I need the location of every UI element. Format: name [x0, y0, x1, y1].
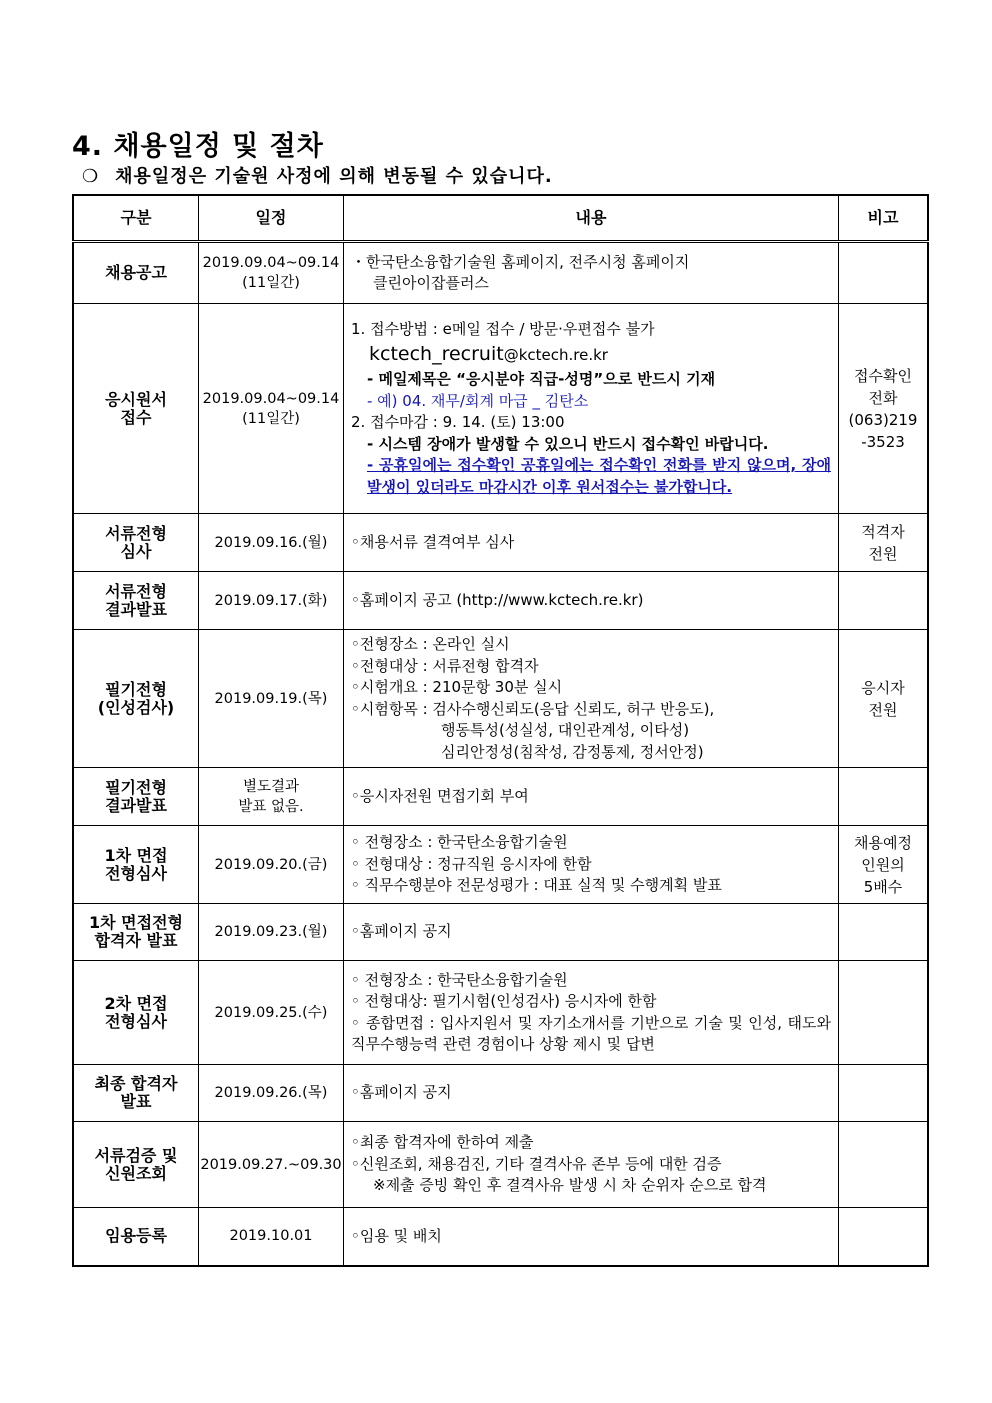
row-note: 채용예정 인원의 5배수: [839, 826, 929, 904]
row-date: 2019.09.27.~09.30: [199, 1122, 344, 1208]
row-content: ◦홈페이지 공고 (http://www.kctech.re.kr): [344, 572, 839, 630]
table-row: [73, 768, 928, 826]
subtitle: [82, 162, 553, 188]
row-category: 1차 면접전형 합격자 발표: [73, 904, 199, 961]
row-date: 2019.09.16.(월): [199, 514, 344, 572]
row-note: [839, 572, 929, 630]
row-content: ◦응시자전원 면접기회 부여: [344, 768, 839, 826]
row-category: 응시원서 접수: [73, 304, 199, 514]
table-row: [73, 630, 928, 768]
table-row: [73, 826, 928, 904]
row-category: 임용등록: [73, 1208, 199, 1266]
table-row: [73, 304, 928, 514]
row-note: [839, 1208, 929, 1266]
row-content: ◦임용 및 배치: [344, 1208, 839, 1266]
row-category: 서류전형 결과발표: [73, 572, 199, 630]
row-date: 2019.09.04~09.14 (11일간): [199, 242, 344, 304]
row-content: ◦ 전형장소 : 한국탄소융합기술원 ◦ 전형대상: 필기시험(인성검사) 응시자에 한함 ◦ 종합면접 : 입사지원서 및 자기소개서를 기반으로 기술 및 인성, 태도와 직무수행능력 관련 경험이나 상황 제시 및 답변: [344, 961, 839, 1065]
row-content: ◦전형장소 : 온라인 실시 ◦전형대상 : 서류전형 합격자 ◦시험개요 : 210문항 30분 실시 ◦시험항목 : 검사수행신뢰도(응답 신뢰도, 허구 반응도), 행동특성(성실성, 대인관계성, 이타성) 심리안정성(침착성, 감정통제, 정서안정): [344, 630, 839, 768]
row-date: 2019.09.26.(목): [199, 1065, 344, 1122]
row-date: 2019.10.01: [199, 1208, 344, 1266]
row-date: 2019.09.23.(월): [199, 904, 344, 961]
row-note: 접수확인 전화 (063)219 -3523: [839, 304, 929, 514]
recruit-email-user: kctech_recruit: [369, 343, 504, 366]
row-content: ◦홈페이지 공지: [344, 904, 839, 961]
row-category: 1차 면접 전형심사: [73, 826, 199, 904]
row-content: ◦최종 합격자에 한하여 제출 ◦신원조회, 채용검진, 기타 결격사유 존부 등에 대한 검증 ※제출 증빙 확인 후 결격사유 발생 시 차 순위자 순으로 합격: [344, 1122, 839, 1208]
row-note: [839, 242, 929, 304]
row-content: 1. 접수방법 : e메일 접수 / 방문·우편접수 불가 kctech_recruit@kctech.re.kr - 메일제목은 “응시분야 직급-성명”으로 반드시 기재 - 예) 04. 재무/회계 마급 _ 김탄소 2. 접수마감 : 9. 14. (토) 13:00 - 시스템 장애가 발생할 수 있으니 반드시 접수확인 바랍니다. - 공휴일에는 접수확인 공휴일에는 접수확인 전화를 받지 않으며, 장애 발생이 있더라도 마감시간 이후 원서접수는 불가합니다.: [344, 304, 839, 514]
row-category: 채용공고: [73, 242, 199, 304]
header-content: 내용: [344, 195, 839, 242]
table-row: [73, 242, 928, 304]
row-date: 2019.09.20.(금): [199, 826, 344, 904]
row-category: 서류전형 심사: [73, 514, 199, 572]
schedule-table: [72, 194, 929, 1267]
header-date: 일정: [199, 195, 344, 242]
table-row: [73, 1208, 928, 1266]
table-row: [73, 904, 928, 961]
row-category: 서류검증 및 신원조회: [73, 1122, 199, 1208]
row-date: 2019.09.17.(화): [199, 572, 344, 630]
table-row: [73, 1122, 928, 1208]
section-title: 4. 채용일정 및 절차: [72, 131, 324, 162]
row-category: 필기전형 결과발표: [73, 768, 199, 826]
row-date: 2019.09.19.(목): [199, 630, 344, 768]
row-note: [839, 1122, 929, 1208]
row-content: ◦채용서류 결격여부 심사: [344, 514, 839, 572]
row-note: [839, 904, 929, 961]
table-header-row: [73, 195, 928, 242]
table-row: [73, 1065, 928, 1122]
row-content: ◦ 전형장소 : 한국탄소융합기술원 ◦ 전형대상 : 정규직원 응시자에 한함 ◦ 직무수행분야 전문성평가 : 대표 실적 및 수행계획 발표: [344, 826, 839, 904]
row-category: 최종 합격자 발표: [73, 1065, 199, 1122]
row-content: ・한국탄소융합기술원 홈페이지, 전주시청 홈페이지 클린아이잡플러스: [344, 242, 839, 304]
row-category: 필기전형 (인성검사): [73, 630, 199, 768]
row-note: 응시자 전원: [839, 630, 929, 768]
row-note: [839, 1065, 929, 1122]
row-note: [839, 768, 929, 826]
table-row: [73, 572, 928, 630]
row-note: 적격자 전원: [839, 514, 929, 572]
table-row: [73, 514, 928, 572]
row-content: ◦홈페이지 공지: [344, 1065, 839, 1122]
recruit-email-domain: @kctech.re.kr: [503, 346, 608, 365]
subtitle-text: 채용일정은 기술원 사정에 의해 변동될 수 있습니다.: [115, 166, 553, 187]
header-note: 비고: [839, 195, 929, 242]
deadline-warning: - 공휴일에는 접수확인 공휴일에는 접수확인 전화를 받지 않으며, 장애 발생이 있더라도 마감시간 이후 원서접수는 불가합니다.: [367, 456, 831, 496]
row-category: 2차 면접 전형심사: [73, 961, 199, 1065]
row-date: 별도결과 발표 없음.: [199, 768, 344, 826]
row-date: 2019.09.25.(수): [199, 961, 344, 1065]
row-note: [839, 961, 929, 1065]
row-date: 2019.09.04~09.14 (11일간): [199, 304, 344, 514]
table-row: [73, 961, 928, 1065]
circle-bullet-icon: ❍: [82, 166, 100, 187]
header-category: 구분: [73, 195, 199, 242]
